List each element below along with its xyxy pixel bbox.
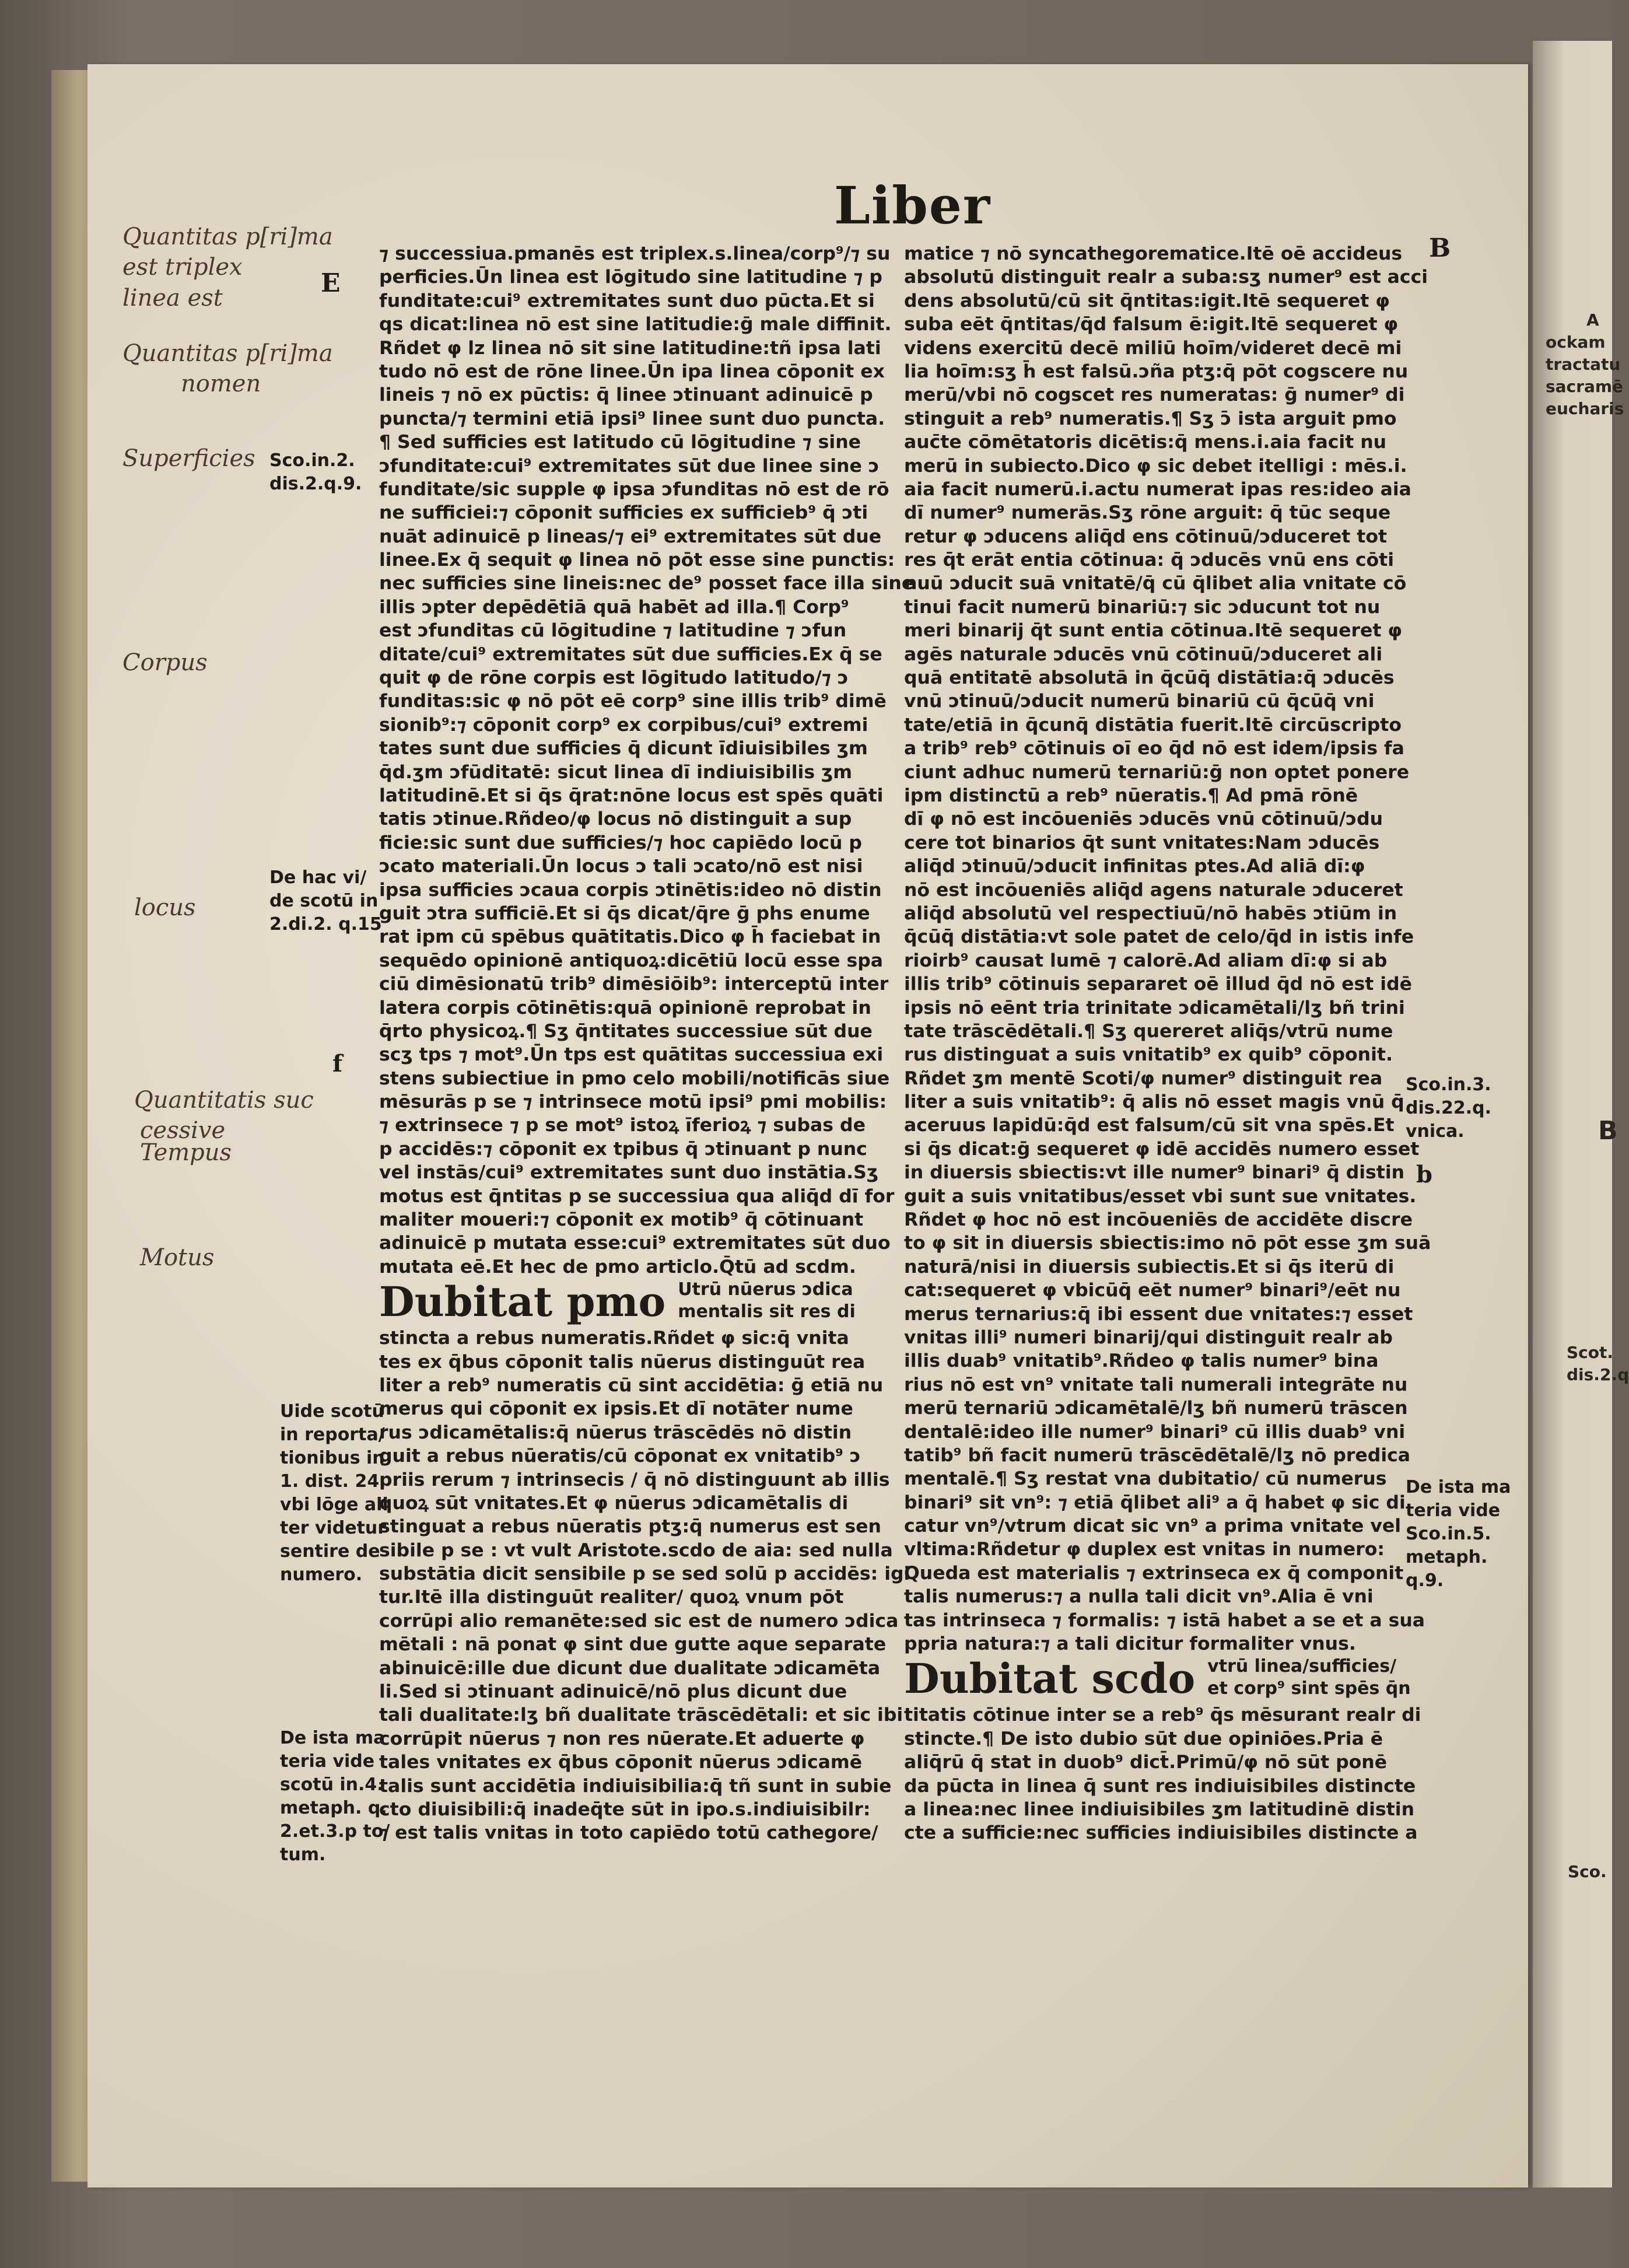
text-line: retur φ ɔducens aliq̄d ens cōtinuū/ɔduceret tot	[904, 526, 1388, 547]
text-line: guit a rebus nūeratis/cū cōponat ex vnitatib⁹ ɔ	[379, 1446, 861, 1467]
text-column-left	[379, 242, 915, 1845]
facing-page-edge	[1533, 41, 1629, 2188]
margin-note-sco-a	[269, 449, 362, 496]
text-line: cere tot binarios q̄t sunt vnitates:Nam ɔducēs	[904, 832, 1380, 853]
text-line: p accidēs:⁊ cōponit ex tpibus q̄ ɔtinuant p nunc	[379, 1138, 867, 1160]
text-line: merus ternarius:q̄ ibi essent due vnitates:⁊ esset	[904, 1303, 1413, 1325]
text-line: abinuicē:ille due dicunt due dualitate ɔdicamēta	[379, 1657, 881, 1679]
handwritten-note-3	[122, 338, 333, 399]
signature-mark-left: E	[321, 268, 341, 298]
edge-line: sacramē	[1546, 377, 1624, 396]
margin-note-line: Uide scotū	[280, 1401, 384, 1422]
text-line: funditate/sic supple φ ipsa ɔfunditas nō est de rō	[379, 478, 889, 500]
text-line: sequēdo opinionē antiquoꝝ:dicētiū locū esse spa	[379, 950, 884, 971]
column-left-part-b	[379, 1326, 910, 1845]
margin-note-sco-b	[1406, 1073, 1491, 1143]
text-line: stinguit a reb⁹ numeratis.¶ Sʒ ɔ̄ ista arguit pmo	[904, 408, 1397, 429]
text-line: corrūpit nūerus ⁊ non res nūerate.Et aduerte φ	[379, 1728, 865, 1749]
text-line: liter a suis vnitatib⁹: q̄ alis nō esset magis vnū q̄	[904, 1091, 1404, 1113]
text-line: stinguat a rebus nūeratis ptʒ:q̄ numerus est sen	[379, 1516, 881, 1538]
facing-page-text-top	[1546, 309, 1624, 420]
margin-note-line: 2.di.2. q.15	[269, 914, 382, 935]
column-left-part-a	[379, 242, 915, 1279]
text-line: tate trāscēdētali.¶ Sʒ quereret aliq̄s/vtrū nume	[904, 1020, 1393, 1042]
text-line: substātia dicit sensibile p se sed solū p accidēs: igi	[379, 1563, 910, 1585]
text-line: a linea:nec linee indiuisibiles ʒm latitudinē distin	[904, 1799, 1415, 1820]
section-heading-word: Dubitat scdo	[904, 1654, 1196, 1703]
text-line: tas intrinseca ⁊ formalis: ⁊ istā habet a se et a sua	[904, 1609, 1425, 1631]
text-line: tales vnitates ex q̄bus cōponit nūerus ɔdicamē	[379, 1752, 863, 1773]
text-line: videns exercitū decē miliū hoīm/videret decē mi	[904, 337, 1402, 359]
text-line: nec sufficies sine lineis:nec de⁹ posset face illa sine	[379, 573, 915, 594]
text-line: nō est incōueniēs aliq̄d agens naturale ɔduceret	[904, 879, 1403, 901]
edge-line: Scot.	[1567, 1343, 1614, 1362]
text-line: q̄rto physicoꝝ.¶ Sʒ q̄ntitates successiue sūt due	[379, 1020, 873, 1042]
text-line: guit a suis vnitatibus/esset vbi sunt sue vnitates.	[904, 1185, 1417, 1207]
text-line: merus qui cōponit ex ipsis.Et dī notāter nume	[379, 1398, 853, 1420]
text-line: da pūcta in linea q̄ sunt res indiuisibiles distincte	[904, 1775, 1416, 1797]
text-line: priis rerum ⁊ intrinsecis / q̄ nō distinguunt ab illis	[379, 1469, 890, 1490]
handwritten-note-7	[134, 1085, 314, 1146]
text-line: lia hoīm:sʒ h̄ est falsū.ɔña ptʒ:q̄ pōt cogscere nu	[904, 360, 1409, 382]
facing-page-text-bottom: Sco.	[1568, 1862, 1607, 1881]
text-line: quā entitatē absolutā in q̄cūq̄ distātia:q̄ ɔducēs	[904, 667, 1395, 689]
text-line: rus ɔdicamētalis:q̄ nūerus trāscēdēs nō distin	[379, 1422, 852, 1443]
text-line: nuū ɔducit suā vnitatē/q̄ cū q̄libet alia vnitate cō	[904, 573, 1407, 594]
text-line: res q̄t erāt entia cōtinua: q̄ ɔducēs vnū ens cōti	[904, 550, 1395, 571]
handwritten-note-6: locus	[134, 894, 196, 921]
text-line: q̄d.ʒm ɔfūditatē: sicut linea dī indiuisibilis ʒm	[379, 761, 853, 783]
margin-note-line: numero.	[280, 1564, 363, 1585]
margin-note-line: De ista ma	[280, 1728, 386, 1748]
text-line: latitudinē.Et si q̄s q̄rat:nōne locus est spēs quāti	[379, 785, 884, 806]
text-line: cte a sufficie:nec sufficies indiuisibiles distincte a	[904, 1822, 1418, 1844]
text-line: Rñdet ʒm mentē Scoti/φ numer⁹ distinguit rea	[904, 1068, 1383, 1089]
text-line: sionib⁹:⁊ cōponit corp⁹ ex corpibus/cui⁹ extremi	[379, 714, 868, 736]
margin-note-line: teria vide	[1406, 1500, 1501, 1521]
text-line: ɔfunditate:cui⁹ extremitates sūt due linee sine ɔ	[379, 455, 880, 477]
section-heading-word: Dubitat pmo	[379, 1278, 666, 1326]
margin-note-line: teria vide	[280, 1751, 375, 1772]
text-line: est ɔfunditas cū lōgitudine ⁊ latitudine ⁊ ɔfun	[379, 620, 847, 642]
handwritten-note-1	[122, 222, 333, 282]
column-right-part-b	[904, 1703, 1421, 1845]
signature-mark-small: f	[332, 1050, 343, 1077]
text-line: cat:sequeret φ vbicūq̄ eēt numer⁹ binari⁹/eēt nu	[904, 1280, 1401, 1301]
text-line: rat ipm cū spēbus quātitatis.Dico φ h̄ faciebat in	[379, 926, 881, 948]
text-line: linee.Ex q̄ sequit φ linea nō pōt esse sine punctis:	[379, 550, 895, 571]
handwritten-note-5: Corpus	[122, 649, 208, 676]
margin-note-line: tum.	[280, 1845, 326, 1865]
signature-mark-right: B	[1429, 233, 1451, 263]
text-line: ipsis nō eēnt tria trinitate ɔdicamētali/lʒ bñ trini	[904, 997, 1405, 1019]
margin-note-line: sentire de	[280, 1541, 380, 1562]
section-heading-row	[379, 1279, 892, 1326]
text-line: puncta/⁊ termini etiā ipsi⁹ linee sunt duo puncta.	[379, 408, 885, 429]
margin-note-dehac	[269, 866, 382, 936]
margin-note-line: dis.22.q.	[1406, 1098, 1492, 1118]
text-line: motus est q̄ntitas p se successiua qua aliq̄d dī for	[379, 1185, 895, 1207]
book-page	[87, 64, 1528, 2188]
text-line: aliq̄d absolutū vel respectiuū/nō habēs ɔtiūm in	[904, 902, 1397, 924]
text-line: ⁊ extrinsece ⁊ p se mot⁹ istoꝝ īferioꝝ ⁊ subas de	[379, 1115, 866, 1136]
margin-note-line: metaph.	[1406, 1547, 1488, 1567]
margin-note-deista-a	[280, 1727, 390, 1867]
text-line: vel instās/cui⁹ extremitates sunt duo instātia.Sʒ	[379, 1162, 879, 1184]
text-line: illis trib⁹ cōtinuis separaret oē illud q̄d nō est idē	[904, 974, 1413, 995]
handwritten-line: Quantitas p[ri]ma	[122, 340, 333, 367]
margin-note-deista-b	[1406, 1476, 1511, 1592]
text-line: mutata eē.Et hec de pmo articlo.Q̄tū ad scdm.	[379, 1256, 856, 1278]
text-line: stens subiectiue in pmo celo mobili/notificās siue	[379, 1068, 890, 1089]
heading-tail-line: mentalis sit res di	[678, 1301, 856, 1322]
text-line: quoꝝ sūt vnitates.Et φ nūerus ɔdicamētalis di	[379, 1492, 849, 1514]
edge-line: eucharis	[1546, 399, 1624, 418]
handwritten-line: nomen	[181, 370, 261, 397]
section-heading-tail	[1207, 1656, 1410, 1700]
text-line: scʒ tps ⁊ mot⁹.Ūn tps est quātitas successiua exi	[379, 1044, 884, 1066]
heading-tail-line: Utrū nūerus ɔdica	[678, 1279, 853, 1300]
text-line: agēs naturale ɔducēs vnū cōtinuū/ɔduceret ali	[904, 643, 1383, 665]
handwritten-line: est triplex	[122, 254, 243, 281]
handwritten-note-2: linea est	[122, 285, 223, 312]
text-line: ne sufficiei:⁊ cōponit sufficies ex sufficieb⁹ q̄ ɔti	[379, 502, 868, 524]
facing-page-signature: B	[1598, 1116, 1618, 1146]
margin-note-line: in reporta/	[280, 1424, 385, 1445]
text-line: aliq̄d ɔtinuū/ɔducit infinitas ptes.Ad aliā dī:φ	[904, 856, 1365, 877]
margin-note-line: Sco.in.5.	[1406, 1524, 1491, 1544]
text-line: mēsurās p se ⁊ intrinsece motū ipsi⁹ pmi mobilis:	[379, 1091, 887, 1113]
text-line: talis sunt accidētia indiuisibilia:q̄ tñ sunt in subie	[379, 1775, 892, 1797]
margin-note-line: 1. dist. 24.	[280, 1471, 386, 1492]
text-line: dī numer⁹ numerās.Sʒ rōne arguit: q̄ tūc seque	[904, 502, 1391, 524]
text-line: binari⁹ sit vn⁹: ⁊ etiā q̄libet ali⁹ a q̄ habet φ sic di	[904, 1492, 1406, 1513]
text-line: tatis ɔtinue.Rñdeo/φ locus nō distinguit a sup	[379, 808, 852, 830]
text-line: ficie:sic sunt due sufficies/⁊ hoc capiēdo locū p	[379, 832, 862, 853]
text-line: ipm distinctū a reb⁹ nūeratis.¶ Ad pmā rōnē	[904, 785, 1358, 806]
text-line: lineis ⁊ nō ex pūctis: q̄ linee ɔtinuant adinuicē p	[379, 384, 873, 406]
text-line: auc̄te cōmētatoris dicētis:q̄ mens.i.aia facit nu	[904, 432, 1387, 453]
text-line: perficies.Ūn linea est lōgitudo sine latitudine ⁊ p	[379, 267, 882, 288]
text-line: vltima:Rñdetur φ duplex est vnitas in numero:	[904, 1539, 1385, 1560]
text-line: guit ɔtra sufficiē.Et si q̄s dicat/q̄re ḡ phs enume	[379, 902, 870, 924]
text-line: tur.Itē illa distinguūt realiter/ quoꝝ vnum pōt	[379, 1587, 844, 1608]
text-line: ppria natura:⁊ a tali dicitur formaliter vnus.	[904, 1633, 1356, 1655]
text-line: Queda est materialis ⁊ extrinseca ex q̄ componit	[904, 1562, 1404, 1584]
text-line: tatib⁹ bñ facit numerū trāscēdētalē/lʒ nō predica	[904, 1444, 1411, 1466]
page-header-title: Liber	[834, 175, 992, 236]
text-line: rius nō est vn⁹ vnitate tali numerali integrāte nu	[904, 1374, 1408, 1395]
margin-note-line: de scotū in	[269, 891, 379, 911]
text-line: quit φ de rōne corpis est lōgitudo latitudo/⁊ ɔ	[379, 667, 849, 689]
text-line: maliter moueri:⁊ cōponit ex motib⁹ q̄ cōtinuant	[379, 1209, 864, 1231]
margin-note-line: vbi lōge ali	[280, 1494, 388, 1515]
text-line: nuāt adinuicē p lineas/⁊ ei⁹ extremitates sūt due	[379, 526, 882, 547]
facing-page-text-mid	[1567, 1342, 1629, 1386]
text-line: mētali : nā ponat φ sint due gutte aque separate	[379, 1634, 887, 1656]
text-line: ciunt adhuc numerū ternariū:ḡ non optet ponere	[904, 761, 1410, 783]
section-heading-tail	[678, 1279, 856, 1323]
margin-note-line: scotū in.4.	[280, 1774, 384, 1795]
margin-note-line: Sco.in.3.	[1406, 1074, 1491, 1095]
text-line: merū in subiecto.Dico φ sic debet itelligi : mēs.i.	[904, 455, 1407, 477]
text-line: aia facit numerū.i.actu numerat ipas res:ideo aia	[904, 478, 1411, 500]
text-line: mentalē.¶ Sʒ restat vna dubitatio/ cū numerus	[904, 1468, 1387, 1490]
margin-note-line: vnica.	[1406, 1121, 1465, 1142]
heading-tail-line: et corp⁹ sint spēs q̄n	[1207, 1678, 1411, 1699]
handwritten-note-4: Superficies	[122, 445, 255, 472]
text-line: tate/etiā in q̄cunq̄ distātia fuerit.Itē circūscripto	[904, 714, 1402, 736]
text-line: talis numerus:⁊ a nulla tali dicit vn⁹.Alia ē vni	[904, 1586, 1374, 1608]
text-line: ipsa sufficies ɔcaua corpis ɔtinētis:ideo nō distin	[379, 879, 882, 901]
text-line: tudo nō est de rōne linee.Ūn ipa linea cōponit ex	[379, 360, 885, 382]
text-line: dī φ nō est incōueniēs ɔducēs vnū cōtinuū/ɔdu	[904, 808, 1383, 830]
handwritten-line: cessive	[140, 1117, 226, 1144]
text-line: ⁊ est talis vnitas in toto capiēdo totū cathegore/	[379, 1822, 878, 1844]
text-line: merū/vbi nō cogscet res numeratas: ḡ numer⁹ di	[904, 384, 1405, 406]
text-line: ¶ Sed sufficies est latitudo cū lōgitudine ⁊ sine	[379, 432, 861, 453]
text-line: corrūpi alio remanēte:sed sic est de numero ɔdica	[379, 1610, 899, 1632]
text-line: ciū dimēsionatū trib⁹ dimēsiōib⁹: interceptū inter	[379, 974, 889, 995]
text-line: matice ⁊ nō syncathegorematice.Itē oē accideus	[904, 243, 1403, 264]
text-line: meri binarij q̄t sunt entia cōtinua.Itē sequeret φ	[904, 620, 1403, 642]
text-line: catur vn⁹/vtrum dicat sic vn⁹ a prima vnitate vel	[904, 1516, 1402, 1537]
text-line: in diuersis sbiectis:vt ille numer⁹ binari⁹ q̄ distin	[904, 1162, 1405, 1184]
text-line: tes ex q̄bus cōponit talis nūerus distinguūt rea	[379, 1351, 866, 1373]
section-heading-row	[904, 1656, 1417, 1703]
margin-note-vide	[280, 1400, 388, 1587]
text-line: rioirb⁹ causat lumē ⁊ calorē.Ad aliam dī:φ si ab	[904, 950, 1388, 971]
text-line: li.Sed si ɔtinuant adinuicē/nō plus dicunt due	[379, 1681, 847, 1703]
text-line: Rñdet φ hoc nō est incōueniēs de accidēte discre	[904, 1209, 1413, 1231]
margin-note-line: q.9.	[1406, 1570, 1444, 1591]
text-line: Rñdet φ lz linea nō sit sine latitudine:tñ ipsa lati	[379, 337, 881, 359]
text-line: qs dicat:linea nō est sine latitudie:ḡ male diffinit.	[379, 314, 892, 335]
text-line: rus distinguat a suis vnitatib⁹ ex quib⁹ cōponit.	[904, 1044, 1393, 1066]
text-line: ditate/cui⁹ extremitates sūt due sufficies.Ex q̄ se	[379, 643, 882, 665]
text-line: illis duab⁹ vnitatib⁹.Rñdeo φ talis numer⁹ bina	[904, 1350, 1379, 1372]
handwritten-line: Quantitas p[ri]ma	[122, 223, 333, 250]
heading-tail-line: vtrū linea/sufficies/	[1207, 1656, 1397, 1677]
text-line: funditas:sic φ nō pōt eē corp⁹ sine illis trib⁹ dimē	[379, 691, 887, 712]
text-line: funditate:cui⁹ extremitates sunt duo pūcta.Et si	[379, 290, 875, 312]
text-line: ɔcato materiali.Ūn locus ɔ tali ɔcato/nō est nisi	[379, 856, 863, 877]
text-line: stincta a rebus numeratis.Rñdet φ sic:q̄ vnita	[379, 1328, 849, 1349]
text-line: merū ternariū ɔdicamētalē/lʒ bñ numerū trāscen	[904, 1398, 1408, 1419]
text-line: ⁊ successiua.pmanēs est triplex.s.linea/corp⁹/⁊ su	[379, 243, 891, 264]
text-line: naturā/nisi in diuersis subiectis.Et si q̄s iterū di	[904, 1256, 1395, 1278]
text-line: suba eēt q̄ntitas/q̄d falsum ē:igit.Itē sequeret φ	[904, 314, 1399, 335]
edge-line: dis.2.q	[1567, 1365, 1629, 1384]
edge-line: tractatu	[1546, 355, 1621, 374]
text-line: liter a reb⁹ numeratis cū sint accidētia: ḡ etiā nu	[379, 1374, 884, 1396]
margin-note-line: metaph. q.	[280, 1798, 387, 1818]
margin-note-line: ter videtur	[280, 1518, 387, 1538]
text-line: absolutū distinguit realr a suba:sʒ numer⁹ est acci	[904, 267, 1428, 288]
text-line: latera corpis cōtinētis:quā opinionē reprobat in	[379, 997, 871, 1019]
text-line: dentalē:ideo ille numer⁹ binari⁹ cū illis duab⁹ vni	[904, 1421, 1406, 1443]
text-line: aceruus lapidū:q̄d est falsum/cū sit vna spēs.Et	[904, 1115, 1395, 1136]
text-line: a trib⁹ reb⁹ cōtinuis oī eo q̄d nō est idem/ipsis fa	[904, 738, 1404, 760]
text-line: tinui facit numerū binariū:⁊ sic ɔducunt tot nu	[904, 596, 1381, 618]
signature-mark-mid: b	[1416, 1161, 1432, 1188]
text-line: q̄cūq̄ distātia:vt sole patet de celo/q̄d in istis infe	[904, 926, 1414, 948]
text-line: to φ sit in diuersis sbiectis:imo nō pōt esse ʒm suā	[904, 1233, 1431, 1254]
text-line: titatis cōtinue inter se a reb⁹ q̄s mēsurant realr di	[904, 1704, 1421, 1726]
text-line: sibile p se : vt vult Aristote.scdo de aia: sed nulla	[379, 1539, 893, 1561]
text-line: vnū ɔtinuū/ɔducit numerū binariū cū q̄cūq̄ vni	[904, 691, 1375, 712]
text-line: cto diuisibili:q̄ inadeq̄te sūt in ipo.s.indiuisibilr:	[379, 1799, 871, 1820]
margin-note-line: 2.et.3.p to/	[280, 1821, 390, 1842]
text-line: si q̄s dicat:ḡ sequeret φ idē accidēs numero esset	[904, 1138, 1420, 1160]
margin-note-line: tionibus in	[280, 1448, 385, 1468]
edge-line: A	[1586, 310, 1599, 330]
margin-note-line: De ista ma	[1406, 1477, 1511, 1497]
text-line: dens absolutū/cū sit q̄ntitas:igit.Itē sequeret φ	[904, 290, 1390, 312]
margin-note-line: dis.2.q.9.	[269, 474, 362, 494]
text-line: adinuicē p mutata esse:cui⁹ extremitates sūt duo	[379, 1233, 891, 1254]
text-line: vnitas illi⁹ numeri binarij/qui distinguit realr ab	[904, 1326, 1393, 1348]
edge-line: ockam	[1546, 332, 1606, 352]
text-line: tali dualitate:lʒ bñ dualitate trāscēdētali: et sic ibi	[379, 1704, 903, 1726]
text-line: aliq̄rū q̄ stat in duob⁹ dict̄.Primū/φ nō sūt ponē	[904, 1752, 1388, 1773]
handwritten-note-8: Tempus	[140, 1139, 232, 1166]
handwritten-note-9: Motus	[140, 1244, 215, 1271]
margin-note-line: De hac vi/	[269, 867, 367, 888]
handwritten-line: Quantitatis suc	[134, 1087, 314, 1114]
margin-note-line: Sco.in.2.	[269, 450, 355, 471]
text-line: stincte.¶ De isto dubio sūt due opiniōes.Pria ē	[904, 1728, 1383, 1749]
text-line: illis ɔpter depēdētiā quā habēt ad illa.¶ Corp⁹	[379, 596, 849, 618]
text-line: tates sunt due sufficies q̄ dicunt īdiuisibiles ʒm	[379, 738, 868, 760]
